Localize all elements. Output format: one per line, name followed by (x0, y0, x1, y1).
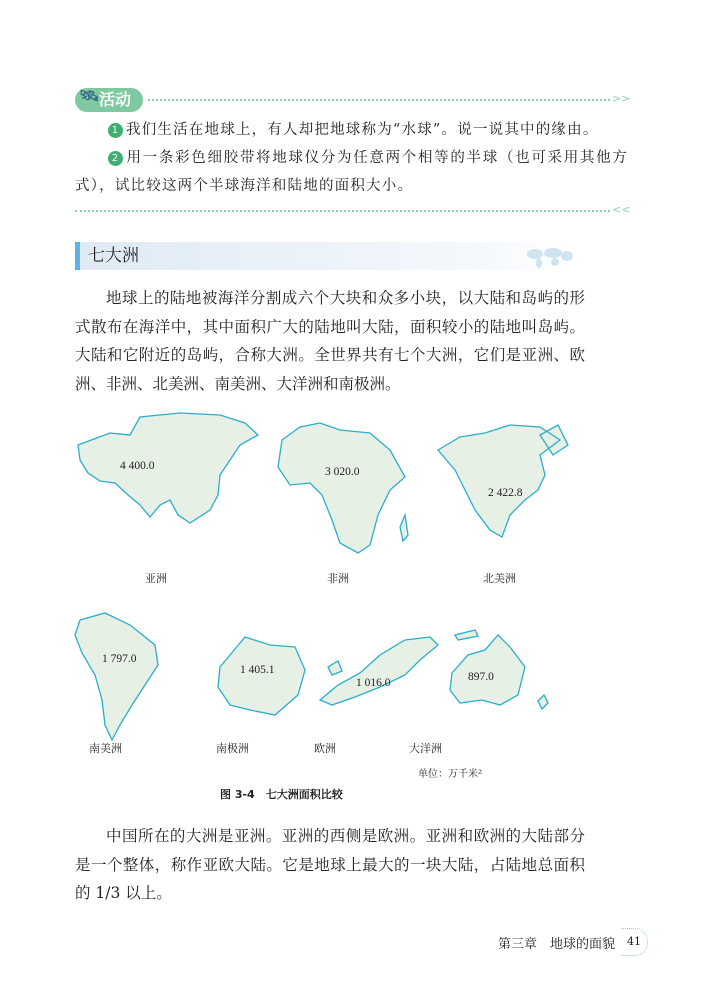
world-map-icon (525, 244, 575, 270)
divider-bottom (75, 210, 610, 212)
africa-area: 3 020.0 (325, 466, 360, 478)
europe-label: 欧洲 (314, 742, 336, 755)
north-america-shape (438, 425, 568, 537)
asia-label: 亚洲 (145, 572, 167, 585)
divider-top (148, 99, 610, 101)
north-america-label: 北美洲 (483, 572, 516, 585)
antarctica-label: 南极洲 (216, 742, 249, 755)
paragraph-asia: 中国所在的大洲是亚洲。亚洲的西侧是欧洲。亚洲和欧洲的大陆部分是一个整体，称作亚欧大陆。它是地球上最大的一块大陆，占陆地总面积的 1/3 以上。 (75, 827, 585, 902)
south-america-area: 1 797.0 (102, 653, 137, 665)
footer-chapter: 第三章 地球的面貌 (498, 937, 616, 952)
antarctica-shape (218, 637, 305, 715)
question-1: 1 我们生活在地球上，有人却把地球称为“水球”。说一说其中的缘由。 (108, 116, 628, 144)
double-arrow-left-icon: << (612, 203, 631, 216)
oceania-label: 大洋洲 (409, 742, 442, 755)
satellite-icon: 🛰 (79, 86, 100, 105)
oceania-shape (450, 630, 548, 709)
paragraph-continents-intro: 地球上的陆地被海洋分割成六个大块和众多小块，以大陆和岛屿的形式散布在海洋中，其中面积广大的陆地叫大陆，面积较小的陆地叫岛屿。大陆和它附近的岛屿，合称大洲。全世界共有七个大洲，它们是亚洲、欧洲、非洲、北美洲、南美洲、大洋洲和南极洲。 (75, 289, 585, 393)
africa-label: 非洲 (327, 572, 349, 585)
africa-shape (278, 423, 408, 553)
question-2: 2 用一条彩色细胶带将地球仪分为任意两个相等的半球（也可采用其他方式），试比较这两个半球海洋和陆地的面积大小。 (75, 150, 628, 194)
oceania-area: 897.0 (468, 671, 494, 683)
europe-shape (320, 637, 438, 705)
unit-label: 单位：万千米² (418, 769, 483, 780)
asia-shape (78, 413, 258, 523)
south-america-label: 南美洲 (89, 742, 122, 755)
europe-area: 1 016.0 (356, 677, 391, 689)
activity-badge: 🛰 活动 (75, 88, 143, 112)
section-title: 七大洲 (88, 246, 139, 266)
asia-area: 4 400.0 (120, 460, 155, 472)
double-arrow-right-icon: >> (612, 92, 631, 105)
north-america-area: 2 422.8 (488, 487, 523, 499)
south-america-shape (75, 613, 158, 740)
antarctica-area: 1 405.1 (240, 664, 275, 676)
figure-caption: 图 3-4 七大洲面积比较 (220, 788, 343, 801)
section-header (75, 242, 570, 270)
page-number: 41 (621, 928, 648, 956)
